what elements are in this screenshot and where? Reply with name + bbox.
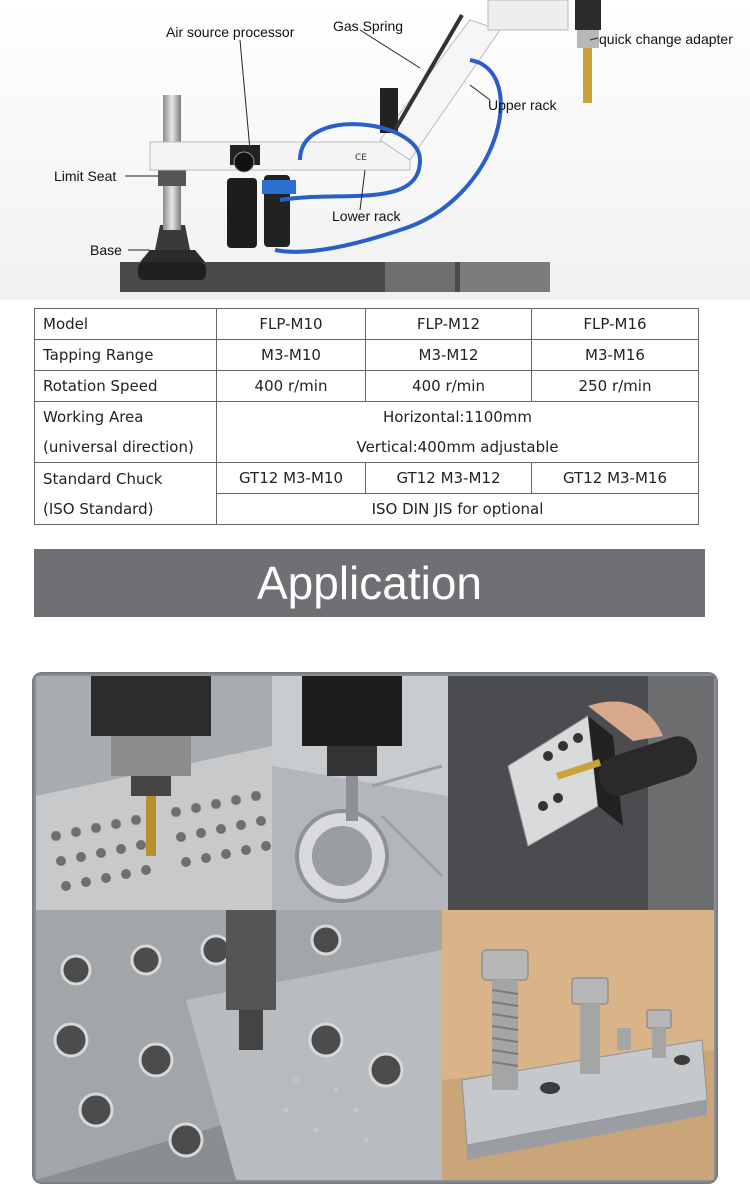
model-flp-m10: FLP-M10 [217,309,366,340]
working-area-line2: (universal direction) [43,438,194,456]
lower-arm [150,142,410,170]
working-area-horizontal: Horizontal:1100mm [382,408,533,426]
photo-steel-block-tapping [448,676,714,910]
photo-bolts-in-plate [442,910,714,1180]
rotation-speed-m12: 400 r/min [366,371,532,402]
label-rotation-speed: Rotation Speed [35,371,217,402]
working-area-vertical: Vertical:400mm adjustable [356,438,559,456]
ce-mark: CE [355,153,367,163]
working-area-line1: Working Area [43,408,144,426]
label-tapping-range: Tapping Range [35,340,217,371]
tapping-range-m16: M3-M16 [532,340,699,371]
product-photo [0,0,750,300]
model-flp-m16: FLP-M16 [532,309,699,340]
working-area-value [217,402,699,463]
callout-gas-spring: Gas Spring [333,18,404,34]
chuck-m10: GT12 M3-M10 [217,463,366,494]
table-row-tapping-range [35,340,699,371]
callout-air-source-processor: Air source processor [166,24,295,40]
tap-bit [583,48,592,103]
model-flp-m12: FLP-M12 [366,309,532,340]
label-working-area [35,402,217,463]
callout-limit-seat: Limit Seat [54,168,117,184]
rotation-speed-m10: 400 r/min [217,371,366,402]
tapping-range-m12: M3-M12 [366,340,532,371]
callout-quick-change-adapter: quick change adapter [599,31,733,47]
callout-upper-rack: Upper rack [488,97,557,113]
table-row-rotation-speed [35,371,699,402]
application-gallery [32,672,718,1184]
chuck-m16: GT12 M3-M16 [532,463,699,494]
spec-table [34,308,699,525]
tapping-range-m10: M3-M10 [217,340,366,371]
callout-lower-rack: Lower rack [332,208,401,224]
rotation-speed-m16: 250 r/min [532,371,699,402]
callout-base: Base [90,242,122,258]
photo-aluminum-part-tapping [272,676,448,910]
base-shape [140,250,205,262]
standard-chuck-line1: Standard Chuck [43,469,163,488]
chuck-m12: GT12 M3-M12 [366,463,532,494]
table-row-model [35,309,699,340]
table-row-working-area [35,402,699,463]
photo-perforated-plate-tapping [36,676,272,910]
photo-tapped-holes-plate [36,910,442,1180]
chuck-optional: ISO DIN JIS for optional [217,494,699,525]
standard-chuck-line2: (ISO Standard) [43,499,154,518]
label-model: Model [35,309,217,340]
table-row-standard-chuck [35,463,699,494]
application-banner: Application [34,549,705,617]
label-standard-chuck [35,463,217,525]
